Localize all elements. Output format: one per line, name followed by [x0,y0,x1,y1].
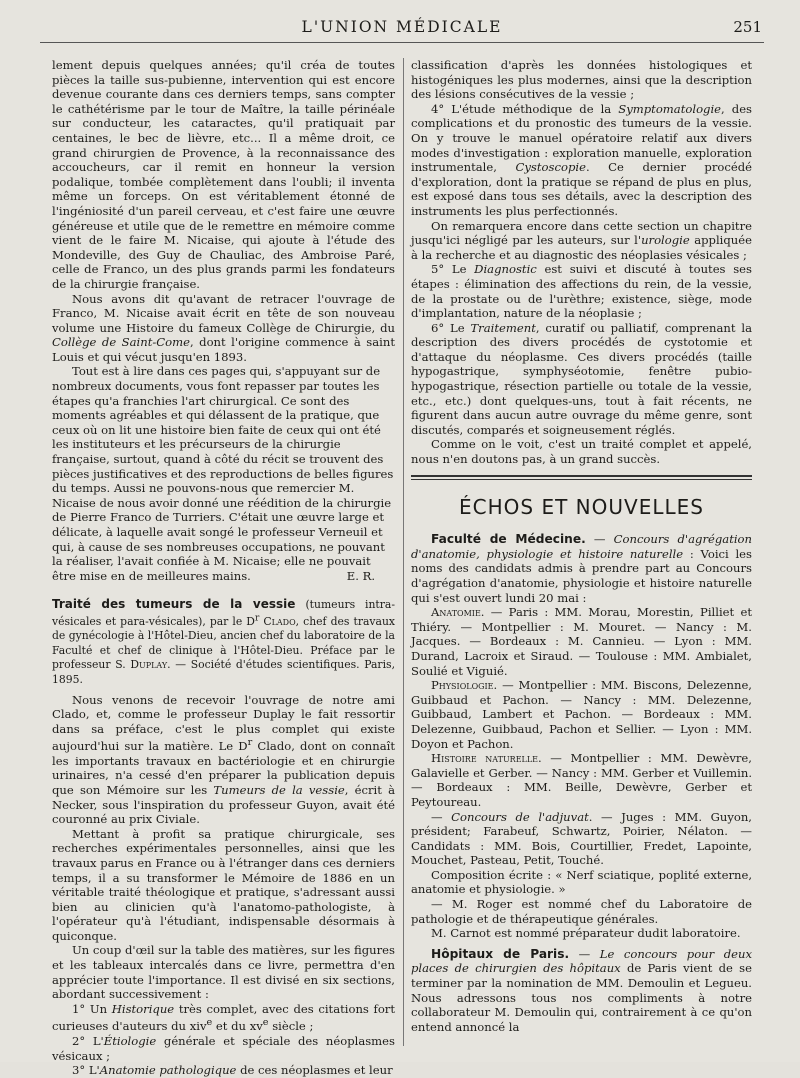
paragraph: Nous venons de recevoir l'ouvrage de notre ami Clado, et, comme le professeur Duplay le fait ressortir dans sa préface, c'est le plus complet qui existe aujourd'hui sur la matière. Le $D^r$ Clado, dont on connaît les importants travaux en bactériologie et en chirurgie urinaires, n'a cessé d'en préparer la publication depuis que son Mémoire sur les Tumeurs de la vessie, écrit à Necker, sous l'inspiration du professeur Guyon, avait été couronné au prix Civiale. [52,692,396,827]
section-separator [411,475,752,480]
paragraph: On remarquera encore dans cette section un chapitre jusqu'ici négligé par les auteurs, sur l'urologie appliquée à la recherche et au diagnostic des néoplasies vésicales ; [411,218,752,262]
list-item: 2° L'Étiologie générale et spéciale des néoplasmes vésicaux ; [52,1033,395,1063]
paragraph: Comme on le voit, c'est un traité complet et appelé, nous n'en doutons pas, à un grand succès. [411,437,752,467]
running-head [40,16,764,43]
paragraph: classification d'après les données histologiques et histogéniques les plus modernes, ainsi que la description des lésions consécutives de la vessie ; [411,58,752,102]
list-item: 3° L'Anatomie pathologique de ces néoplasmes et leur [72,1063,393,1078]
news-item: — Concours de l'adjuvat. — Juges : MM. Guyon, président; Farabeuf, Schwartz, Poirier, Nélaton. — Candidats : MM. Bois, Courtillier, Fredet, Lapointe, Mouchet, Pasteau, Petit, Touché. [411,809,752,868]
running-title: L'UNION MÉDICALE [301,18,503,36]
news-item: M. Carnot est nommé préparateur dudit laboratoire. [431,926,741,941]
list-item: 1° Un Historique très complet, avec des citations fort curieuses d'auteurs du xiv$^e$ et du $xv^e$ siècle ; [52,1001,396,1034]
news-item: Anatomie. — Paris : MM. Morau, Morestin, Pilliet et Thiéry. — Montpellier : M. Mouret. — Nancy : M. Jacques. — Bordeaux : M. Cannieu. — Lyon : MM. Durand, Lacroix et Siraud. — Toulouse : MM. Ambialet, Soulié et Viguié. [411,605,752,678]
news-heading: Faculté de Médecine. [431,532,586,547]
page-number: 251 [733,18,762,36]
paragraph: Mettant à profit sa pratique chirurgicale, ses recherches expérimentales personnelles, ainsi que les travaux parus en France ou à l'étranger dans ces derniers temps, il a su transformer le Mémoire de 1886 en un véritable traité théologique et pratique, s'adressant aussi bien au clinicien qu'à l'anatomo-pathologiste, à l'opérateur qu'à l'étudiant, indispensable désormais à quiconque. [52,826,395,943]
news-heading: Hôpitaux de Paris. [431,946,570,961]
paragraph: Tout est à lire dans ces pages qui, s'appuyant sur de nombreux documents, vous font repasser par toutes les étapes qu'a franchies l'art chirurgical. Ce sont des moments agréables et qui délassent de la pratique, que ceux où on lit une histoire bien faite de ceux qui ont été les instituteurs et les précurseurs de la chirurgie française, surtout, quand à côté du récit se trouvent des pièces justificatives et des reproductions de belles figures du temps. Aussi ne pouvons-nous que remercier M. Nicaise de nous avoir donné une réédition de la chirurgie de Pierre Franco de Turriers. C'était une œuvre large et délicate, à laquelle avait songé le professeur Verneuil et qui, à cause de ses nombreuses occupations, ne pouvant la réaliser, l'avait confiée à M. Nicaise; elle ne pouvait être mise en de meilleures mains. [52,364,394,583]
list-item: 4° L'étude méthodique de la Symptomatologie, des complications et du pronostic des tumeurs de la vessie. On y trouve le manuel opératoire relatif aux divers modes d'investigation : exploration manuelle, exploration instrumentale, Cystoscopie. Ce dernier procédé d'exploration, dont la pratique se répand de plus en plus, est exposé dans tous ses détails, avec la description des instruments les plus perfectionnés. [411,101,752,218]
news-item: Composition écrite : « Nerf sciatique, poplité externe, anatomie et physiologie. » [411,867,752,897]
news-item: — M. Roger est nommé chef du Laboratoire de pathologie et de thérapeutique générales. [411,897,752,926]
review-title: Traité des tumeurs de la vessie [52,597,296,612]
paragraph: Un coup d'œil sur la table des matières, sur les figures et les tableaux intercalés dans ce livre, permettra d'en apprécier toute l'importance. Il est divisé en six sections, abordant successivement : [52,943,395,1002]
left-column [52,58,395,1078]
list-item: 6° Le Traitement, curatif ou palliatif, comprenant la description des divers procédés de cystotomie et d'attaque du néoplasme. Ces divers procédés (taille hypogastrique, symphyséotomie, fenêtre pubio-hypogastrique, résection partielle ou totale de la vessie, etc., etc.) dont quelques-uns, tout à fait récents, ne figurent dans aucun autre ouvrage du même genre, sont discutés, comparés et soigneusement réglés. [411,320,753,437]
right-column [411,58,752,1034]
section-title: ÉCHOS ET NOUVELLES [459,494,704,519]
column-divider [403,58,404,1046]
list-item: 5° Le Diagnostic est suivi et discuté à toutes ses étapes : élimination des affections du rein, de la vessie, de la prostate ou de l'urèthre; existence, siège, mode d'implantation, nature de la néoplasie ; [411,262,752,321]
news-item: Hôpitaux de Paris. — Le concours pour deux places de chirurgien des hôpitaux de Paris vient de se terminer par la nomination de MM. Demoulin et Legueu. Nous adressons tous nos compliments à notre collaborateur M. Demoulin qui, contrairement à ce qu'on entend annoncé la [411,946,752,1034]
news-item: Physiologie. — Montpellier : MM. Biscons, Delezenne, Guibbaud et Pachon. — Nancy : MM. Delezenne, Guibbaud, Lambert et Pachon. — Bordeaux : MM. Delezenne, Guibbaud, Pachon et Sellier. — Lyon : MM. Doyon et Pachon. [411,678,752,751]
paragraph: lement depuis quelques années; qu'il créa de toutes pièces la taille sus-pubienne, intervention qui est encore devenue courante dans ces derniers temps, sans compter le cathétérisme par le tour de Maître, la taille périnéale sur conducteur, les cataractes, qu'il pratiquait par centaines, le bec de lièvre, etc... Il a même droit, ce grand chirurgien de Provence, à la reconnaissance des accoucheurs, car il remit en honneur la version podalique, tombée complètement dans l'oubli; il inventa même un forceps. On est véritablement étonné de l'ingéniosité d'un pareil cerveau, et c'est faire une œuvre généreuse et utile que de le remettre en mémoire comme vient de le faire M. Nicaise, qui ajoute à l'étude des Mondeville, des Guy de Chauliac, des Ambroise Paré, celle de Franco, un des plus grands parmi les fondateurs de la chirurgie française. [52,58,395,291]
news-item: Histoire naturelle. — Montpellier : MM. Dewèvre, Galavielle et Gerber. — Nancy : MM. Gerber et Vuillemin. — Bordeaux : MM. Beille, Dewèvre, Gerber et Peytoureau. [411,751,752,809]
review-header: Traité des tumeurs de la vessie (tumeurs intra-vésicales et para-vésicales), par le $D^r$ Clado, chef des travaux de gynécologie à l'Hôtel-Dieu, ancien chef du laboratoire de la Faculté et chef de clinique à l'Hôtel-Dieu. Préface par le professeur S. Duplay. — Société d'études scientifiques. Paris, 1895. [52,597,396,686]
news-item: Faculté de Médecine. — Concours d'agrégation d'anatomie, physiologie et histoire naturelle : Voici les noms des candidats admis à prendre part au Concours d'agrégation d'anatomie, physiologie et histoire naturelle qui s'est ouvert lundi 20 mai : [411,532,753,605]
paragraph: Nous avons dit qu'avant de retracer l'ouvrage de Franco, M. Nicaise avait écrit en tête de son nouveau volume une Histoire du fameux Collège de Chirurgie, du Collège de Saint-Come, dont l'origine commence à saint Louis et qui vécut jusqu'en 1893. [52,291,395,364]
signature: E. R. [346,568,375,583]
